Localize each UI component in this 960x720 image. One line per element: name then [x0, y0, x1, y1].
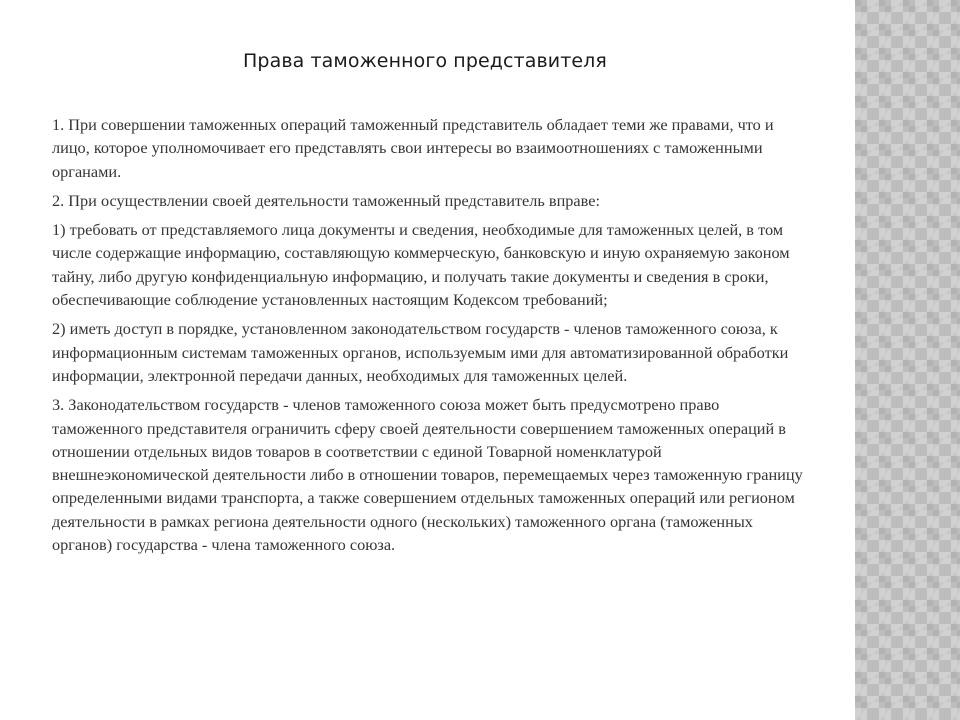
slide-title: Права таможенного представителя	[243, 50, 607, 72]
slide-body	[52, 113, 807, 562]
decorative-side-panel	[855, 0, 960, 720]
paragraph-3: 3. Законодательством государств - членов таможенного союза может быть предусмотрено право таможенного представителя ограничить сферу своей деятельности совершением таможенных операций в отношении отдельных видов товаров в соответствии с единой Товарной номенклатурой внешнеэкономической деятельности либо в отношении товаров, перемещаемых через таможенную границу определенными видами транспорта, а также совершением отдельных таможенных операций или регионом деятельности в рамках региона деятельности одного (нескольких) таможенного органа (таможенных органов) государства - члена таможенного союза.	[52, 395, 803, 555]
paragraph-1: 1. При совершении таможенных операций таможенный представитель обладает теми же правами, что и лицо, которое уполномочивает его представлять свои интересы во взаимоотношениях с таможенными органами.	[52, 115, 774, 181]
paragraph-2: 2. При осуществлении своей деятельности таможенный представитель вправе:	[52, 190, 601, 210]
paragraph-2-item-2: 2) иметь доступ в порядке, установленном законодательством государств - членов таможенного союза, к информационным системам таможенных органов, используемым ими для автоматизированной обработки информации, электронной передачи данных, необходимых для таможенных целей.	[52, 319, 789, 385]
paragraph-2-item-1: 1) требовать от представляемого лица документы и сведения, необходимые для таможенных целей, в том числе содержащие информацию, составляющую коммерческую, банковскую и иную охраняемую законом тайну, либо другую конфиденциальную информацию, и получать такие документы и сведения в сроки, обеспечивающие соблюдение установленных настоящим Кодексом требований;	[52, 220, 790, 310]
